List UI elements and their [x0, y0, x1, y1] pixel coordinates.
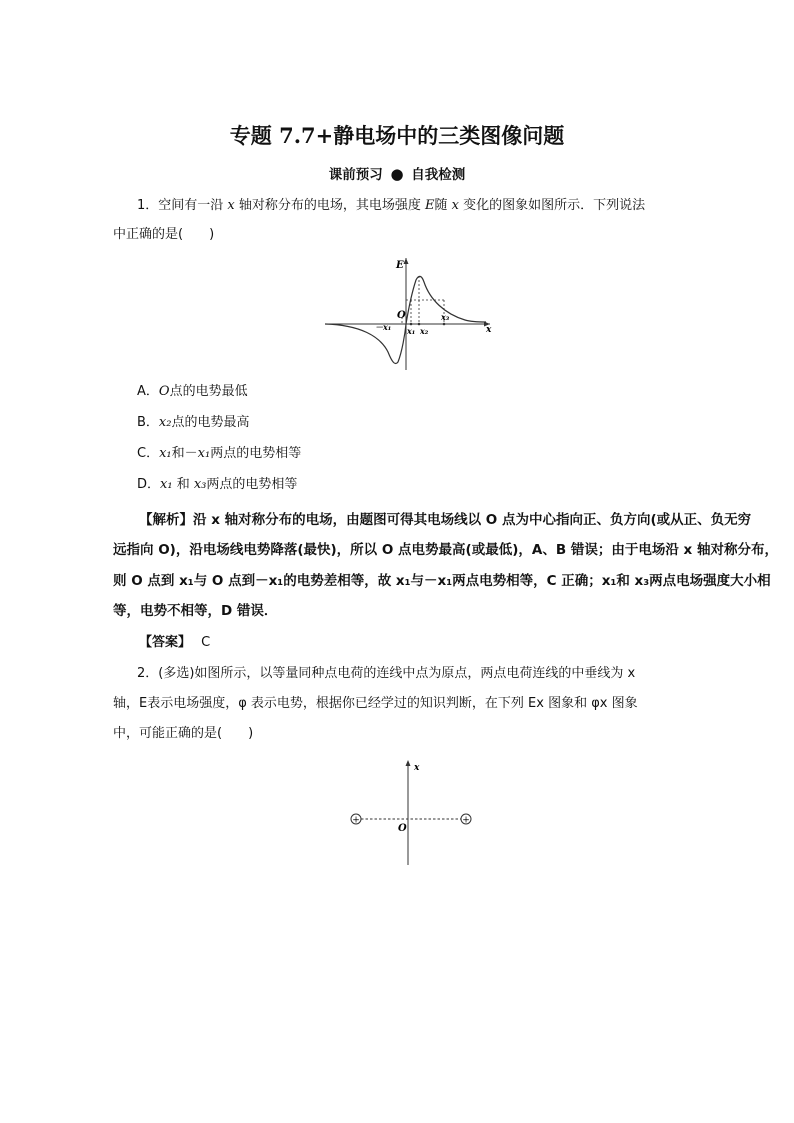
q1-stem-line2: 中正确的是( ) [113, 227, 215, 242]
bullet-icon: ● [390, 165, 404, 183]
e-axis-arrow-icon [404, 258, 409, 264]
q1-option-a[interactable] [137, 382, 248, 402]
q1-analysis-line2: 远指向 O)，沿电场线电势降落(最快)，所以 O 点电势最高(或最低)，A、B 错误；由于电场沿 x 轴对称分布， [113, 542, 778, 558]
answer-value: C [201, 635, 211, 650]
x-axis-arrow-icon [406, 760, 411, 766]
label-o: O [398, 823, 407, 834]
q1-var-e: E [425, 198, 435, 213]
q1-var-x: x [227, 198, 235, 213]
label-x2: x₂ [420, 326, 429, 336]
option-text: 两点的电势相等 [210, 446, 302, 461]
q2-stem-line1: 2．(多选)如图所示，以等量同种点电荷的连线中点为原点，两点电荷连线的中垂线为 x [137, 666, 636, 681]
option-text: 点的电势最低 [169, 384, 248, 399]
q1-option-b[interactable] [137, 413, 249, 433]
option-text: 和－ [171, 446, 198, 461]
x1-point [410, 323, 413, 326]
q1-text: 变化的图象如图所示．下列说法 [459, 198, 646, 213]
q1-ex-graph [320, 252, 500, 372]
page-title: 专题 7.7+静电场中的三类图像问题 [229, 123, 565, 148]
option-letter: D． [137, 477, 161, 492]
label-x: x [486, 325, 492, 335]
right-charge-sign: + [462, 815, 470, 826]
label-x1: x₁ [407, 326, 416, 336]
q2-stem-line2: 轴，E表示电场强度，φ 表示电势，根据你已经学过的知识判断，在下列 Ex 图象和 φx 图象 [113, 696, 638, 711]
option-var: x₂ [158, 415, 172, 430]
option-text: 和 [172, 477, 194, 492]
subtitle-right: 自我检测 [411, 167, 466, 183]
subtitle-left: 课前预习 [328, 167, 383, 183]
section-subtitle [0, 163, 794, 183]
left-charge-sign: + [352, 815, 360, 826]
q1-answer [139, 633, 210, 653]
x3-point [443, 323, 446, 326]
q1-option-d[interactable] [137, 475, 297, 495]
option-var: x₁ [159, 446, 172, 461]
q1-option-c[interactable] [137, 444, 301, 464]
q1-text: 轴对称分布的电场，其电场强度 [234, 198, 426, 213]
label-x3: x₃ [441, 312, 450, 322]
label-neg-x1: －x₁ [375, 322, 392, 332]
q1-stem-line1 [137, 196, 645, 216]
x2-point [418, 323, 421, 326]
q1-var-x: x [451, 198, 459, 213]
label-e: E [396, 260, 404, 271]
q1-analysis-line3: 则 O 点到 x₁与 O 点到－x₁的电势差相等，故 x₁与－x₁两点电势相等，C 正确；x₁和 x₃两点电场强度大小相 [113, 573, 771, 589]
option-var: x₃ [193, 477, 207, 492]
label-o: O [397, 310, 406, 321]
option-var: x₁ [197, 446, 211, 461]
answer-label: 【答案】 [139, 635, 192, 650]
option-letter: C． [137, 446, 160, 461]
q1-analysis-line4: 等，电势不相等，D 错误． [113, 603, 278, 619]
q1-text: 1．空间有一沿 [137, 198, 228, 213]
q1-analysis-line1: 【解析】沿 x 轴对称分布的电场，由题图可得其电场线以 O 点为中心指向正、负方向(或从正、负无穷 [139, 512, 752, 528]
label-x: x [414, 763, 420, 773]
option-text: 点的电势最高 [171, 415, 250, 430]
option-var: O [158, 384, 170, 399]
q2-stem-line3: 中，可能正确的是( ) [113, 726, 254, 741]
option-letter: B． [137, 415, 159, 430]
option-var: x₁ [160, 477, 173, 492]
q2-charge-diagram [340, 755, 480, 870]
q1-text: 随 [434, 198, 452, 213]
option-letter: A． [137, 384, 159, 399]
option-text: 两点的电势相等 [206, 477, 298, 492]
